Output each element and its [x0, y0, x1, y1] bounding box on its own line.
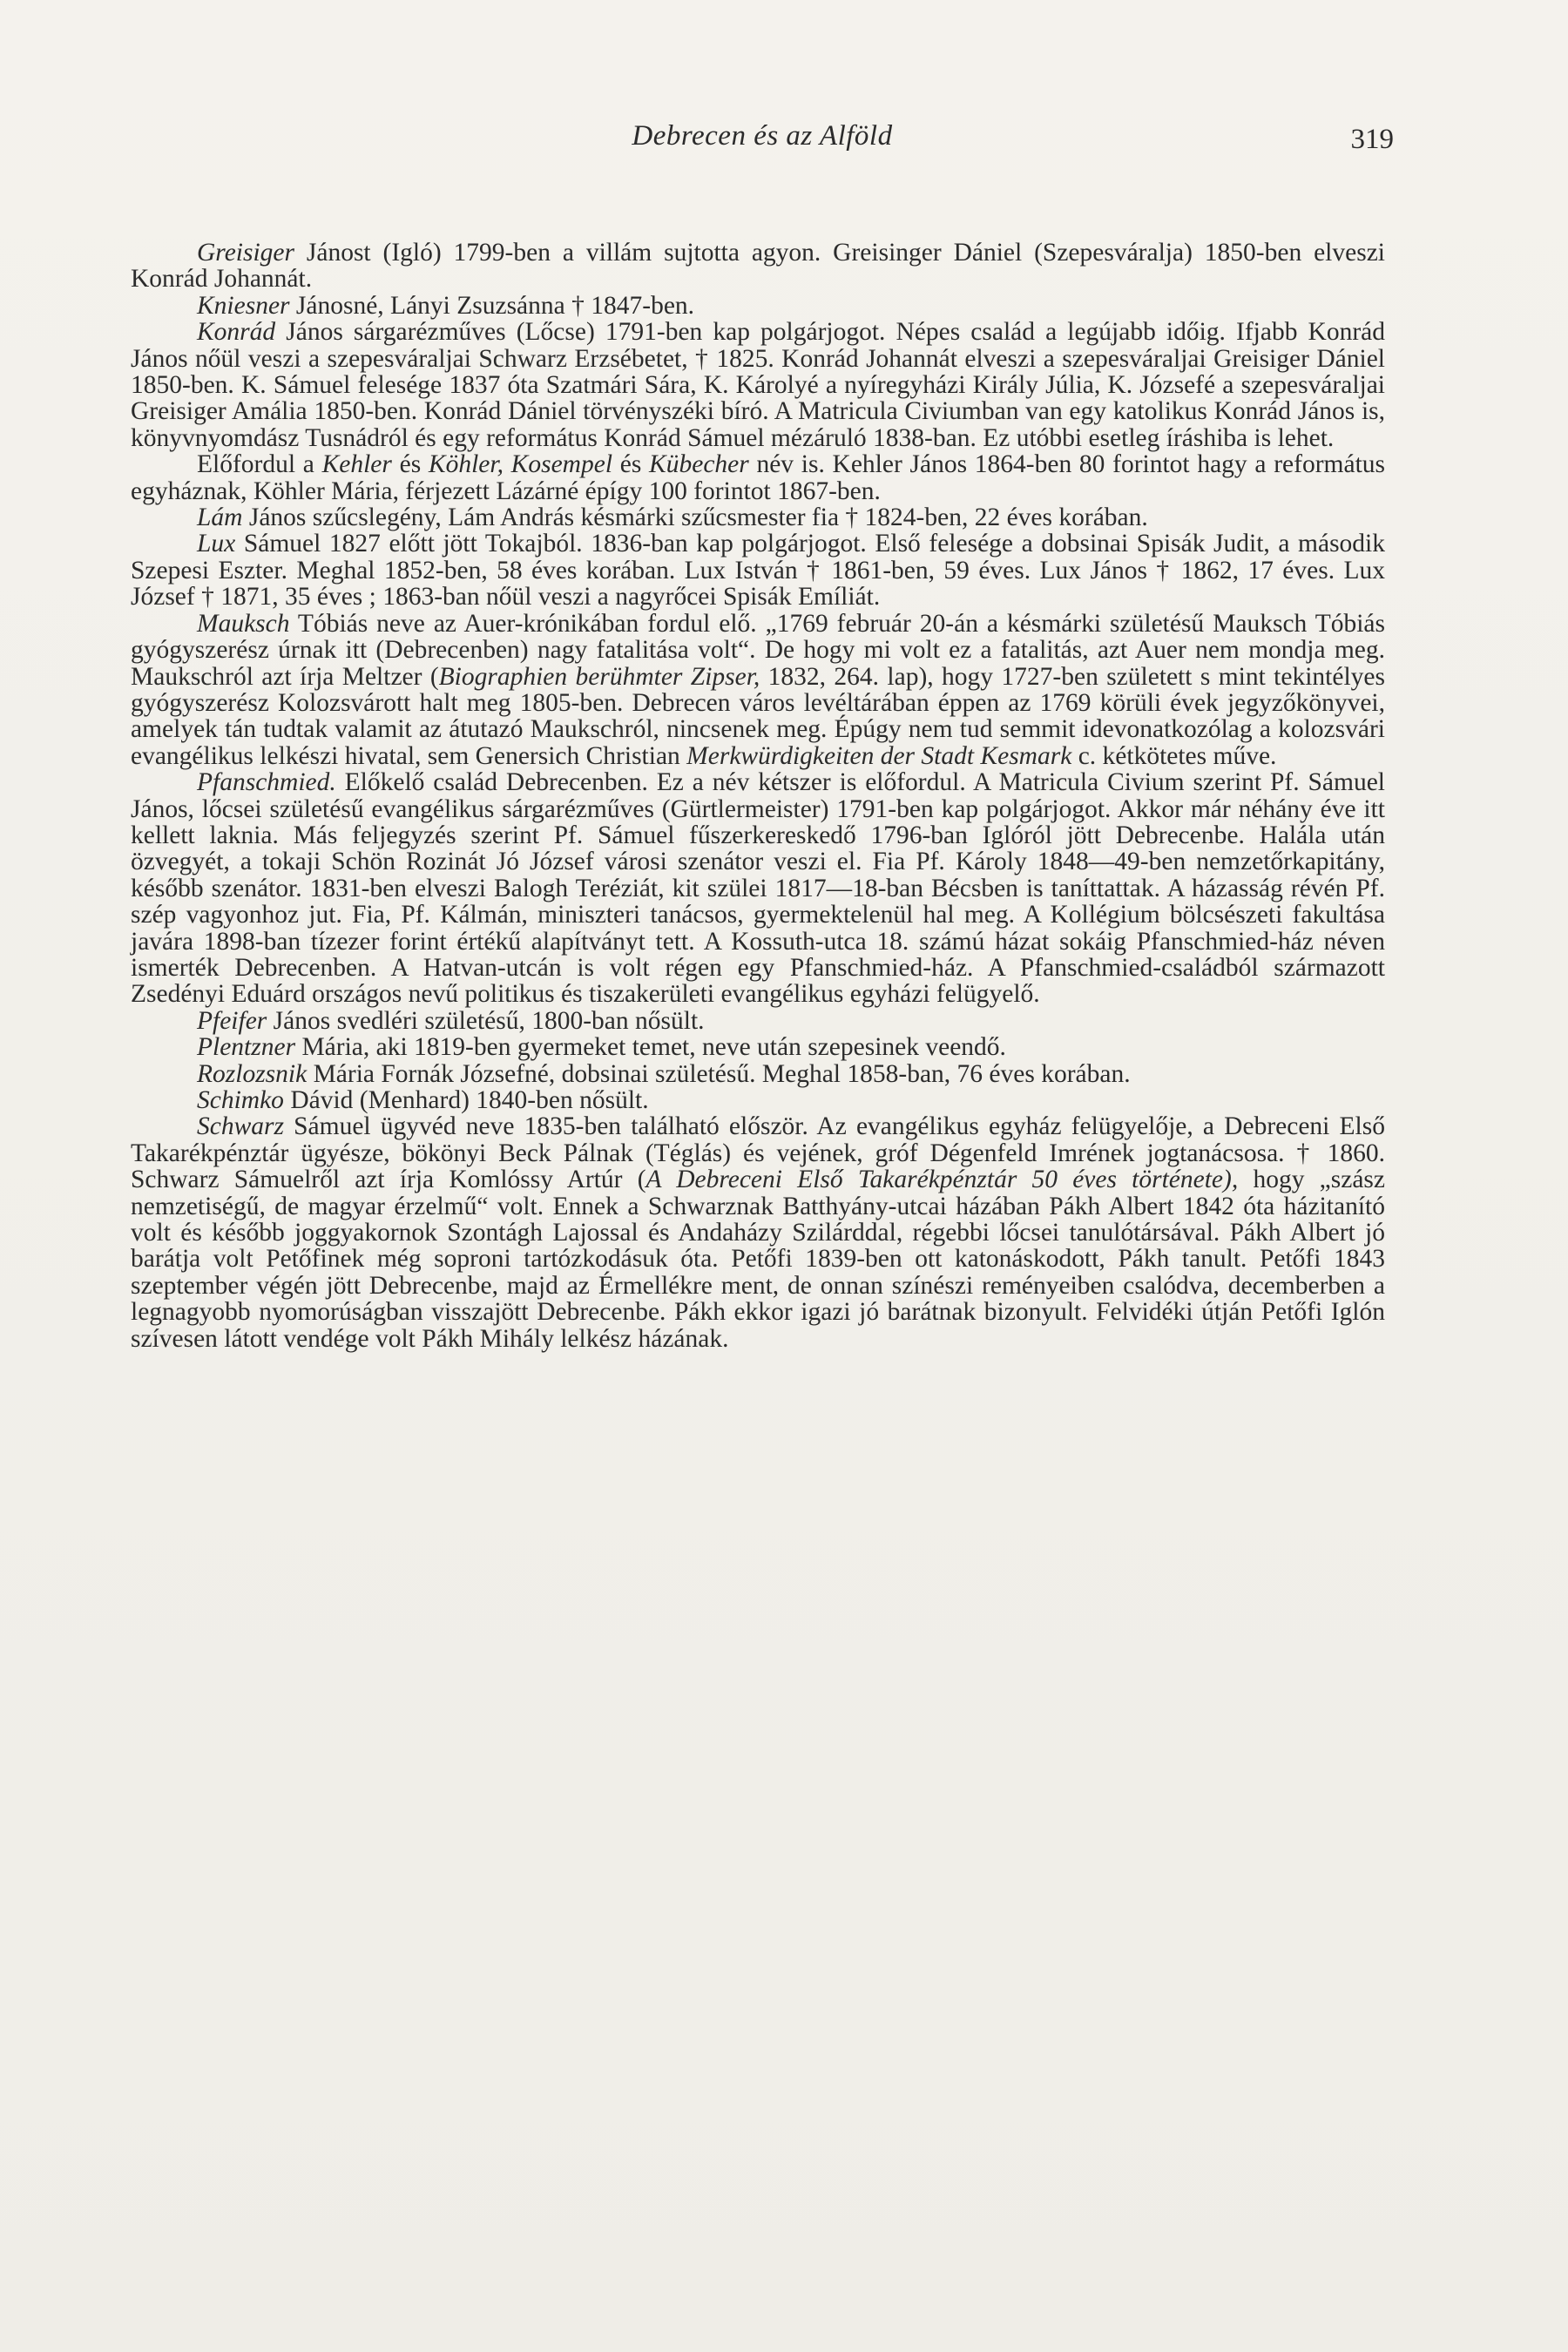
paragraph [131, 451, 1385, 504]
paragraph [131, 319, 1385, 451]
italic-text-run: Schimko [197, 1086, 284, 1114]
italic-text-run: Greisiger [197, 239, 294, 267]
paragraph [131, 504, 1385, 531]
text-run: János sárgarézműves (Lőcse) 1791-ben kap polgárjogot. Népes család a legújabb időig. Ifjabb Konrád János nőül veszi a szepesváraljai Schwarz Erzsébetet, † 1825. Konrád Johannát elveszi a szepesváraljai Greisiger Dániel 1850-ben. K. Sámuel felesége 1837 óta Szatmári Sára, K. Károlyé a nyíregyházi Király Júlia, K. Józsefé a szepesváraljai Greisiger Amália 1850-ben. Konrád Dániel törvényszéki bíró. A Matricula Civiumban van egy katolikus Konrád János is, könyvnyomdász Tusnádról és egy református Konrád Sámuel mézáruló 1838-ban. Ez utóbbi esetleg íráshiba is lehet. [131, 318, 1385, 452]
italic-text-run: Lux [197, 530, 236, 558]
text-run: Dávid (Menhard) 1840-ben nősült. [283, 1086, 649, 1114]
paragraph [131, 1113, 1385, 1352]
italic-text-run: Pfeifer [197, 1006, 267, 1035]
italic-text-run: Mauksch [197, 609, 290, 638]
italic-text-run: Kehler [321, 450, 392, 479]
text-run: név is. Kehler János 1864-ben 80 forintot hagy a református egyháznak, Köhler Mária, férjezett Lázárné épígy 100 forintot 1867-ben. [131, 450, 1385, 505]
text-run: Tóbiás neve az Auer-krónikában fordul elő. „1769 február 20-án a késmárki születésű Mauksch Tóbiás gyógyszerész úrnak itt (Debrecenben) nagy fatalitása volt“. De hogy mi volt ez a fatalitás, azt Auer nem mondja meg. Maukschról azt írja Meltzer ( [131, 609, 1385, 691]
page-header [131, 120, 1394, 172]
italic-text-run: Lám [197, 504, 243, 532]
paragraph [131, 240, 1385, 293]
text-run: János szűcslegény, Lám András késmárki szűcsmester fia † 1824-ben, 22 éves korában. [242, 504, 1148, 532]
page-number: 319 [1350, 124, 1394, 155]
text-run: Előkelő család Debrecenben. Ez a név kétszer is előfordul. A Matricula Civium szerint Pf. Sámuel János, lőcsei születésű evangélikus sárgarézműves (Gürtlermeister) 1791-ben kap polgárjogot. Akkor már néhány éve itt kellett laknia. Más feljegyzés szerint Pf. Sámuel fűszerkereskedő 1796-ban Iglóról jött Debrecenbe. Halála után özvegyét, a tokaji Schön Rozinát Jó József városi szenátor veszi el. Fia Pf. Károly 1848—49-ben nemzetőrkapitány, később szenátor. 1831-ben elveszi Balogh Teréziát, kit szülei 1817—18-ban Bécsben is taníttattak. A házasság révén Pf. szép vagyonhoz jut. Fia, Pf. Kálmán, miniszteri tanácsos, gyermektelenül hal meg. A Kollégium bölcsészeti fakultása javára 1898-ban tízezer forint értékű alapítványt tett. A Kossuth-utca 18. számú házat sokáig Pfanschmied-ház néven ismerték Debrecenben. A Hatvan-utcán is volt régen egy Pfanschmied-ház. A Pfanschmied-családból származott Zsedényi Eduárd országos nevű politikus és tiszakerületi evangélikus egyházi felügyelő. [131, 768, 1385, 1009]
paragraph [131, 769, 1385, 1008]
paragraph [131, 1087, 1385, 1113]
paragraph [131, 1061, 1385, 1087]
text-run: c. kétkötetes műve. [1071, 741, 1277, 770]
italic-text-run: Rozlozsnik [197, 1059, 308, 1088]
text-run: Mária, aki 1819-ben gyermeket temet, neve után szepesinek veendő. [295, 1033, 1006, 1062]
text-run: Sámuel ügyvéd neve 1835-ben található először. Az evangélikus egyház felügyelője, a Debreceni Első Takarékpénztár ügyésze, bökönyi Beck Pálnak (Téglás) és vejének, gróf Dégenfeld Imrének jogtanácsosa. † 1860. Schwarz Sámuelről azt írja Komlóssy Artúr ( [131, 1112, 1385, 1194]
text-run: hogy „szász nemzetiségű, de magyar érzelmű“ volt. Ennek a Schwarznak Batthyány-utcai házában Pákh Albert 1842 óta házitanító volt és később joggyakornok Szontágh Lajossal és Andaházy Szilárddal, régebbi lőcsei tanulótársával. Pákh Albert jó barátja volt Petőfinek még soproni tartózkodásuk óta. Petőfi 1839-ben ott katonáskodott, Pákh tanult. Petőfi 1843 szeptember végén jött Debrecenbe, majd az Érmellékre ment, de onnan színészi reményeiben csalódva, decemberben a legnagyobb nyomorúságban visszajött Debrecenbe. Pákh ekkor igazi jó barátnak bizonyult. Felvidéki útján Petőfi Iglón szívesen látott vendége volt Pákh Mihály lelkész házának. [131, 1166, 1385, 1353]
text-run: és [391, 450, 429, 479]
text-run: 1832, 264. lap), hogy 1727-ben született s mint tekintélyes gyógyszerész Kolozsvárott halt meg 1805-ben. Debrecen város levéltárában éppen az 1769 körüli évek jegyzőkönyvei, amelyek tán tudtak valamit az átutazó Maukschról, nincsenek meg. Épúgy nem tud semmit idevonatkozólag a kolozsvári evangélikus lelkészi hivatal, sem Genersich Christian [131, 662, 1385, 770]
paragraph [131, 1034, 1385, 1060]
body-text [131, 240, 1385, 1352]
text-run: János svedléri születésű, 1800-ban nősült. [267, 1006, 705, 1035]
text-run: Jánost (Igló) 1799-ben a villám sujtotta agyon. Greisinger Dániel (Szepesváralja) 1850-ben elveszi Konrád Johannát. [131, 239, 1385, 294]
text-run: Előfordul a [197, 450, 322, 479]
italic-text-run: Pfanschmied. [197, 768, 336, 797]
text-run: Jánosné, Lányi Zsuzsánna † 1847-ben. [289, 291, 695, 320]
running-title: Debrecen és az Alföld [632, 120, 893, 152]
paragraph [131, 531, 1385, 610]
text-run: Sámuel 1827 előtt jött Tokajból. 1836-ban kap polgárjogot. Első felesége a dobsinai Spisák Judit, a második Szepesi Eszter. Meghal 1852-ben, 58 éves korában. Lux István † 1861-ben, 59 éves. Lux János † 1862, 17 éves. Lux József † 1871, 35 éves ; 1863-ban nőül veszi a nagyrőcei Spisák Emíliát. [131, 530, 1385, 612]
paragraph [131, 1008, 1385, 1034]
italic-text-run: A Debreceni Első Takarékpénztár 50 éves története), [645, 1166, 1239, 1194]
italic-text-run: Konrád [197, 318, 276, 347]
text-run: és [612, 450, 650, 479]
italic-text-run: Kübecher [649, 450, 749, 479]
text-run: Mária Fornák Józsefné, dobsinai születésű. Meghal 1858-ban, 76 éves korában. [307, 1059, 1131, 1088]
italic-text-run: Schwarz [197, 1112, 284, 1141]
italic-text-run: Biographien berühmter Zipser, [438, 662, 760, 691]
italic-text-run: Kniesner [197, 291, 290, 320]
italic-text-run: Plentzner [197, 1033, 296, 1062]
paragraph [131, 611, 1385, 769]
paragraph [131, 293, 1385, 319]
italic-text-run: Merkwürdigkeiten der Stadt Kesmark [686, 741, 1072, 770]
italic-text-run: Köhler, Kosempel [428, 450, 613, 479]
